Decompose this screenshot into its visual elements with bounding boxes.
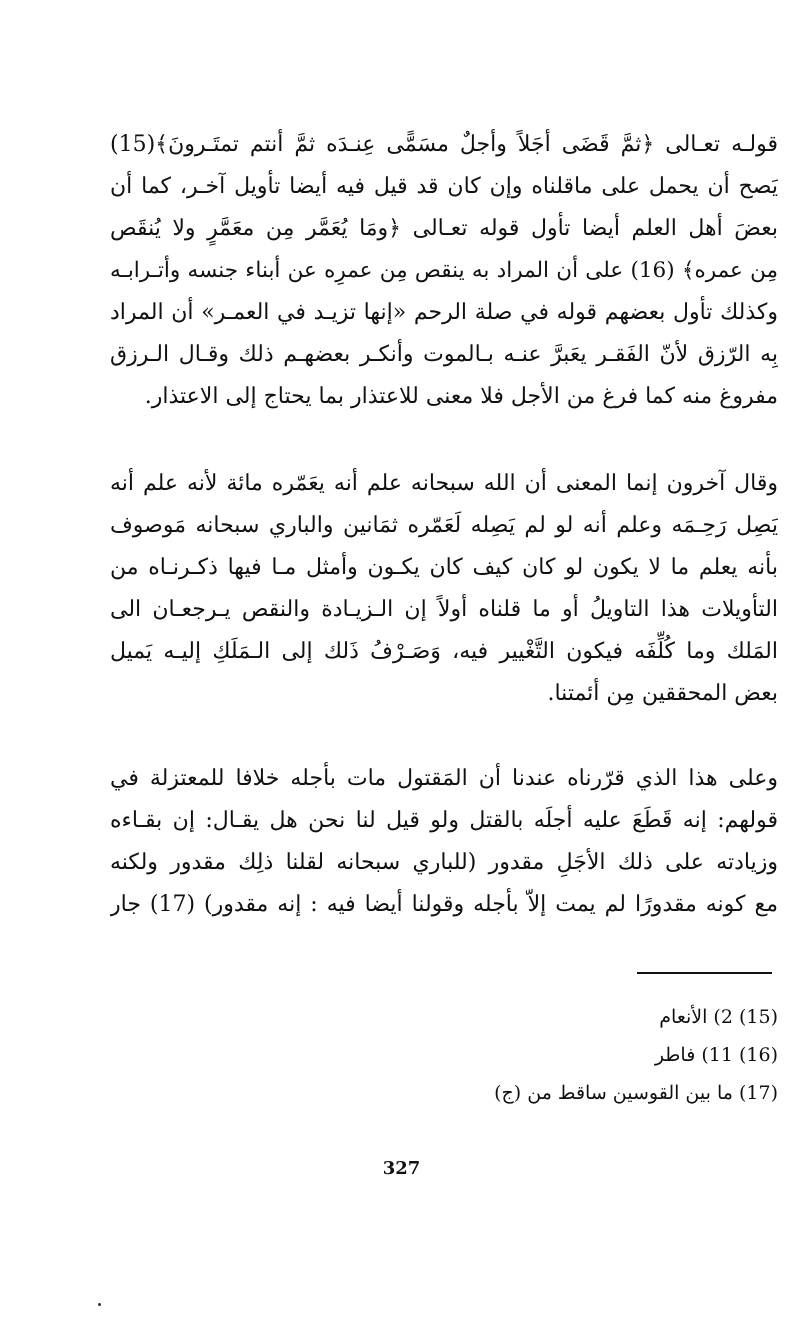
footnote-15: (15) 2) الأنعام (659, 1006, 778, 1028)
page-number: 327 (382, 1158, 421, 1179)
text-line: بِه الرّزق لأنّ الفَقـر يعَبرَّ عنـه بـالموت وأنكـر بعضهـم ذلك وقـال الـرزق (110, 342, 778, 367)
text-line: بعض المحققين مِن أئمتنا. (547, 681, 778, 706)
text-line: المَلك وما كُلِّفَه فيكون التَّغْيير فيه، وَصَـرْفُ ذَلك إلى الـمَلَكِ إليـه يَميل (110, 639, 778, 664)
text-line: وقال آخرون إنما المعنى أن الله سبحانه علم أنه يعَمّره مائة لأنه علم أنه (110, 471, 778, 496)
text-line: وزيادته على ذلك الأجَلِ مقدور (للباري سبحانه لقلنا ذلِك مقدور ولكنه (110, 850, 778, 875)
paragraph-2 (110, 463, 778, 715)
paragraph-3 (110, 758, 778, 926)
text-line: وعلى هذا الذي قرّرناه عندنا أن المَقتول مات بأجله خلافا للمعتزلة في (110, 766, 778, 791)
text-line: مفروغ منه كما فرغ من الأجل فلا معنى للاعتذار بما يحتاج إلى الاعتذار. (144, 384, 778, 409)
text-line: قولـه تعـالى ﴿ثمَّ قَضَى أجَلاً وأجلٌ مسَمًّى عِنـدَه ثمَّ أنتم تمتَـرونَ﴾(15) (110, 132, 778, 157)
text-line: قولهم: إنه قَطَعَ عليه أجلَه بالقتل ولو قيل لنا نحن هل يقـال: إن بقـاءه (110, 808, 778, 833)
footnote-separator (637, 972, 772, 974)
text-line: مع كونه مقدورًا لم يمت إلاّ بأجله وقولنا أيضا فيه : إنه مقدور) (17) جار (110, 892, 778, 917)
text-line: وكذلك تأول بعضهم قوله في صلة الرحم «إنها تزيـد في العمـر» أن المراد (110, 300, 778, 325)
scan-speck (98, 1303, 101, 1306)
footnote-16: (16) 11) فاطر (654, 1044, 778, 1066)
text-line: يَصِل رَحِـمَه وعلم أنه لو لم يَصِله لَعَمّره ثمَانين والباري سبحانه مَوصوف (110, 513, 778, 538)
footnote-17: (17) ما بين القوسين ساقط من (ج) (494, 1082, 778, 1104)
text-line: بأنه يعلم ما لا يكون لو كان كيف كان يكـون وأمثل مـا فيها ذكـرنـاه من (110, 555, 778, 580)
footnotes (400, 998, 778, 1112)
text-line: يَصح أن يحمل على ماقلناه وإن كان قد قيل فيه أيضا تأويل آخـر، كما أن (110, 174, 778, 199)
text-line: مِن عمره﴾ (16) على أن المراد به ينقص مِن عمرِه عن أبناء جنسه وأتـرابـه (110, 258, 778, 283)
paragraph-1 (110, 124, 778, 418)
text-line: التأويلات هذا التاويلُ أو ما قلناه أولاً إن الـزيـادة والنقص يـرجعـان الى (110, 597, 778, 622)
text-line: بعضَ أهل العلم أيضا تأول قوله تعـالى ﴿ومَا يُعَمَّر مِن معَمَّرٍ ولا يُنقَص (110, 216, 778, 241)
